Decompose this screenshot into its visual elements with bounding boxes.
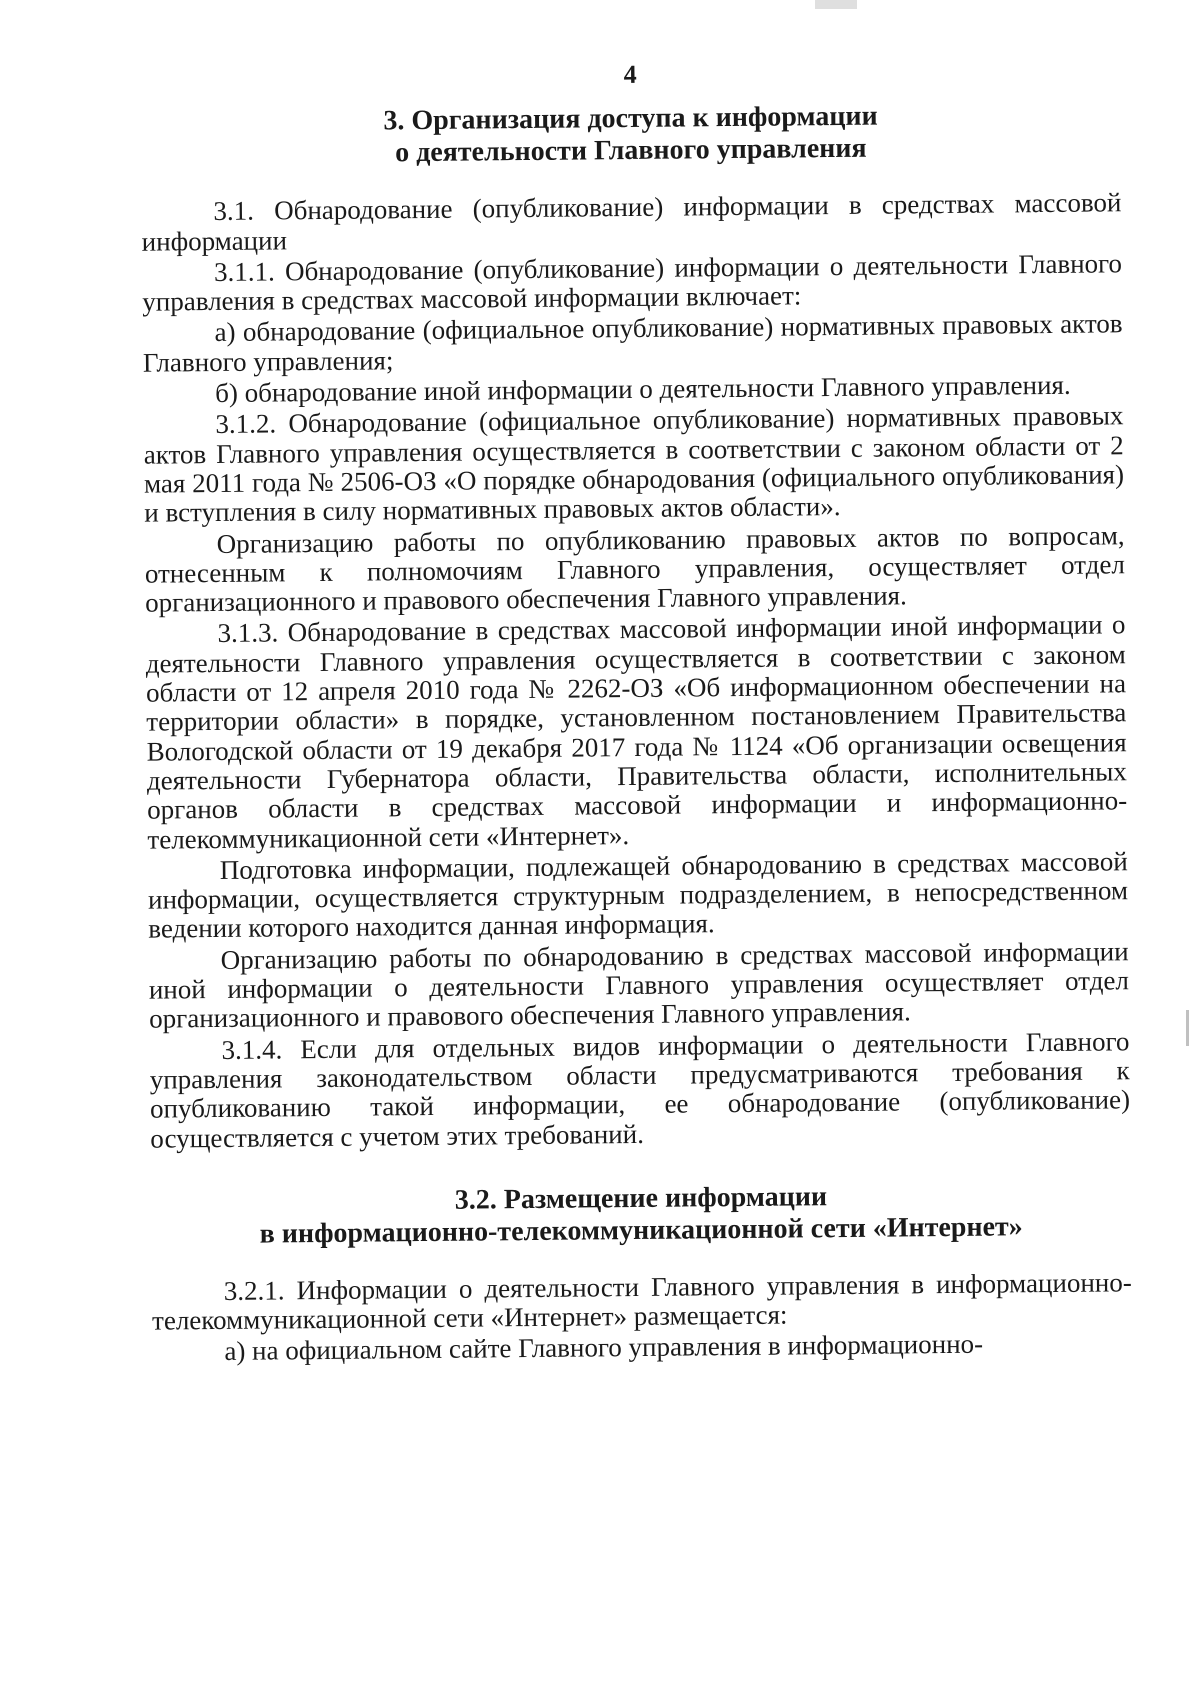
paragraph-3-1-3-organization: Организацию работы по обнародованию в средствах массовой информации иной информации о деятельности Главного управления осуществляет отдел организационного и правового обеспечения Главного управления. — [148, 935, 1130, 1034]
paragraph-3-1-2: 3.1.2. Обнародование (официальное опубликование) нормативных правовых актов Главного управления осуществляется в соответствии с законом области от 2 мая 2011 года № 2506-ОЗ «О порядке обнародования (официального опубликования) и вступления в силу нормативных правовых актов области». — [143, 400, 1125, 528]
paragraph-3-1-4: 3.1.4. Если для отдельных видов информации о деятельности Главного управления законодательством области предусматриваются требования к опубликованию такой информации, ее обнародование (опубликование) осуществляется с учетом этих требований. — [149, 1025, 1131, 1154]
section-3-2-heading-line-2: в информационно-телекоммуникационной сети «Интернет» — [259, 1211, 1023, 1250]
paragraph-3-1-1-b: б) обнародование иной информации о деятельности Главного управления. — [215, 369, 1071, 409]
section-3-heading-line-1: 3. Организация доступа к информации — [383, 100, 878, 137]
paragraph-3-1-3: 3.1.3. Обнародование в средствах массовой информации иной информации о деятельности Главного управления осуществляется в соответствии с законом области от 12 апреля 2010 года № 2262-ОЗ «Об информационном обеспечении на территории области» в порядке, установленном постановлением Правительства Вологодской области от 19 декабря 2017 года № 1124 «Об организации освещения деятельности Губернатора области, Правительства области, исполнительных органов области в средствах массовой информации и информационно-телекоммуникационной сети «Интернет». — [145, 609, 1128, 855]
paragraph-3-1: 3.1. Обнародование (опубликование) информации в средствах массовой информации — [141, 187, 1122, 257]
paragraph-3-1-3-preparation: Подготовка информации, подлежащей обнародованию в средствах массовой информации, осуществляется структурным подразделением, в непосредственном ведении которого находится данная информация. — [147, 846, 1129, 945]
page-number: 4 — [623, 59, 637, 90]
section-3-heading-line-2: о деятельности Главного управления — [394, 133, 867, 169]
section-3-heading — [140, 99, 1121, 172]
scan-artifact-top — [815, 0, 857, 9]
section-3-2-heading-line-1: 3.2. Размещение информации — [454, 1180, 828, 1216]
paragraph-3-1-1: 3.1.1. Обнародование (опубликование) информации о деятельности Главного управления в средствах массовой информации включает: — [142, 248, 1123, 317]
section-3-2-heading — [151, 1178, 1132, 1251]
paragraph-3-2-1: 3.2.1. Информации о деятельности Главного управления в информационно-телекоммуникационной сети «Интернет» размещается: — [151, 1267, 1132, 1336]
paragraph-3-1-1-a: а) обнародование (официальное опубликование) нормативных правовых актов Главного управления; — [142, 308, 1123, 378]
paragraph-3-2-1-a: а) на официальном сайте Главного управления в информационно- — [224, 1329, 984, 1367]
document-page — [140, 55, 1136, 1684]
scan-artifact-edge — [1186, 1010, 1189, 1046]
paragraph-3-1-2-organization: Организацию работы по опубликованию правовых актов по вопросам, отнесенным к полномочиям Главного управления, осуществляет отдел организационного и правового обеспечения Главного управления. — [144, 519, 1126, 618]
